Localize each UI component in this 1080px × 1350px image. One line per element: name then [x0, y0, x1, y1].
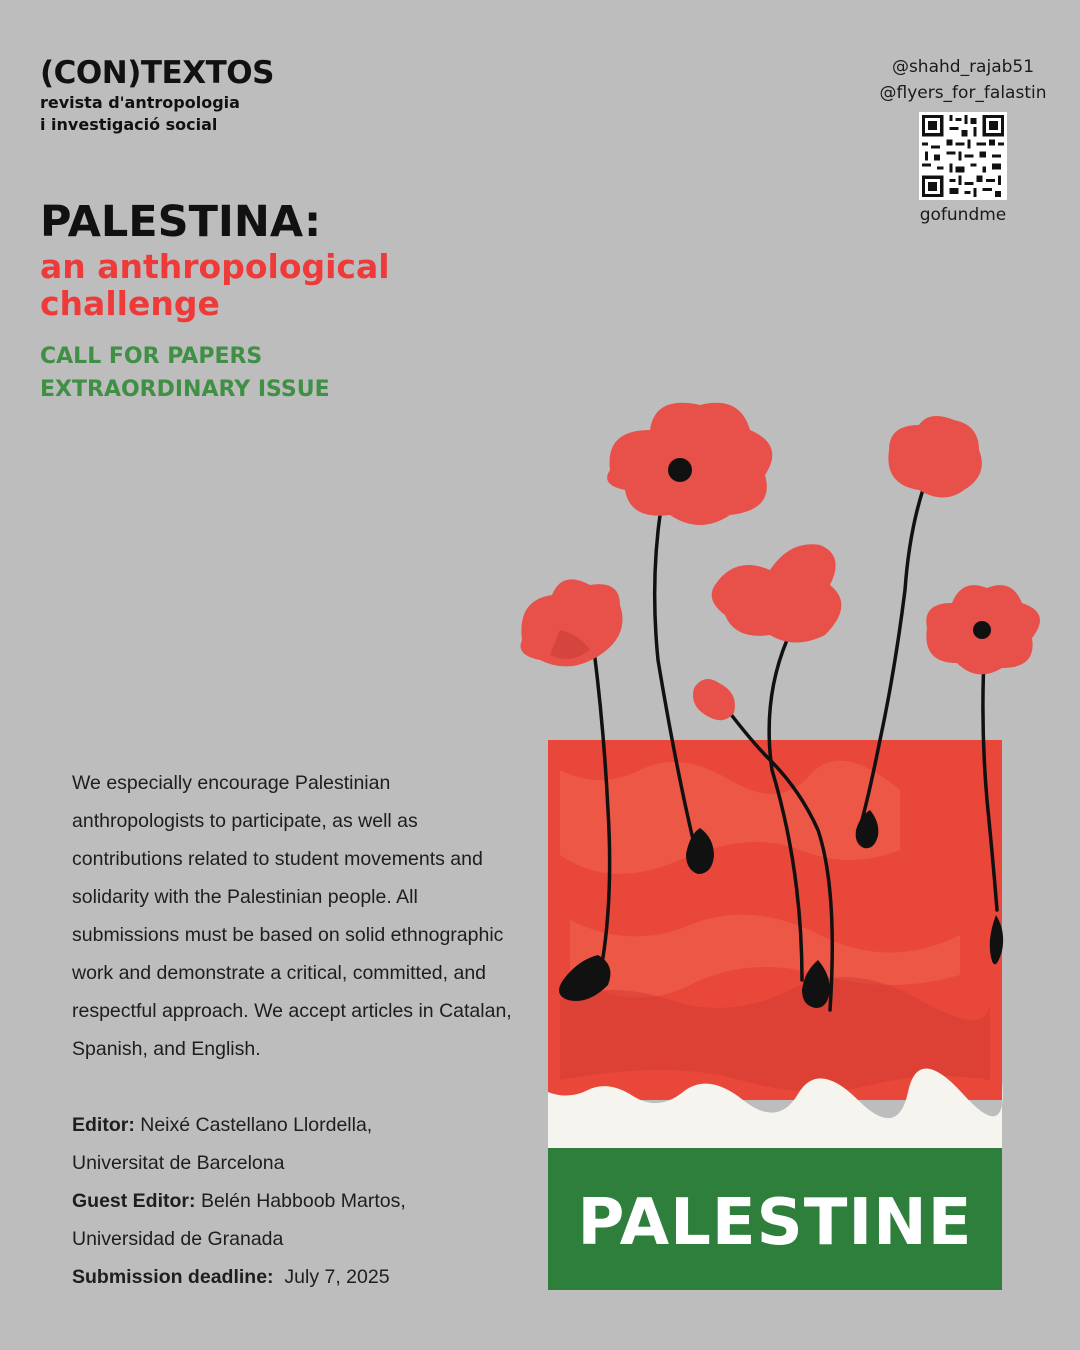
deadline-line	[72, 1258, 512, 1296]
logo-subtitle-line1: revista d'antropologia	[40, 93, 240, 112]
watermelon-poppy-illustration	[510, 400, 1060, 1300]
extraordinary-issue: EXTRAORDINARY ISSUE	[40, 377, 330, 402]
credits-block	[72, 1106, 512, 1296]
headline-main: PALESTINA:	[40, 197, 322, 247]
poppy-2	[607, 403, 772, 525]
editor-line	[72, 1106, 512, 1144]
guest-editor-label: Guest Editor:	[72, 1190, 196, 1212]
journal-logo	[40, 54, 274, 136]
headline-block	[40, 196, 400, 406]
logo-subtitle-line2: i investigació social	[40, 115, 218, 134]
call-for-papers: CALL FOR PAPERS	[40, 344, 263, 369]
poppy-5	[888, 416, 981, 498]
deadline-value: July 7, 2025	[284, 1266, 390, 1288]
call-for-papers-block	[40, 340, 400, 406]
poppy-1	[520, 579, 622, 666]
qr-label: gofundme	[919, 205, 1007, 225]
headline-subtitle: an anthropological challenge	[40, 247, 390, 323]
social-block	[868, 54, 1058, 228]
qr-code-icon[interactable]	[919, 112, 1007, 200]
palestine-wordmark: PALESTINE	[577, 1186, 973, 1260]
poppy-4	[693, 679, 735, 720]
deadline-label: Submission deadline:	[72, 1266, 274, 1288]
editor-affiliation: Universitat de Barcelona	[72, 1152, 285, 1174]
description-paragraph: We especially encourage Palestinian anthropologists to participate, as well as contributions related to student movements and solidarity with the Palestinian people. All submissions must be based on solid ethnographic work and demonstrate a critical, committed, and respectful approach. We accept articles in Catalan, Spanish, and English.	[72, 772, 512, 1060]
poppy-3	[712, 544, 842, 642]
poppy-6	[926, 585, 1040, 674]
handle-flyers[interactable]: @flyers_for_falastin	[879, 83, 1047, 103]
guest-editor-affiliation: Universidad de Granada	[72, 1228, 284, 1250]
editor-label: Editor:	[72, 1114, 135, 1136]
handle-shahd[interactable]: @shahd_rajab51	[891, 57, 1035, 77]
editor-name: Neixé Castellano Llordella,	[140, 1114, 373, 1136]
logo-title: (CON)TEXTOS	[40, 55, 274, 91]
guest-editor-name: Belén Habboob Martos,	[200, 1190, 406, 1212]
guest-editor-line	[72, 1182, 512, 1220]
